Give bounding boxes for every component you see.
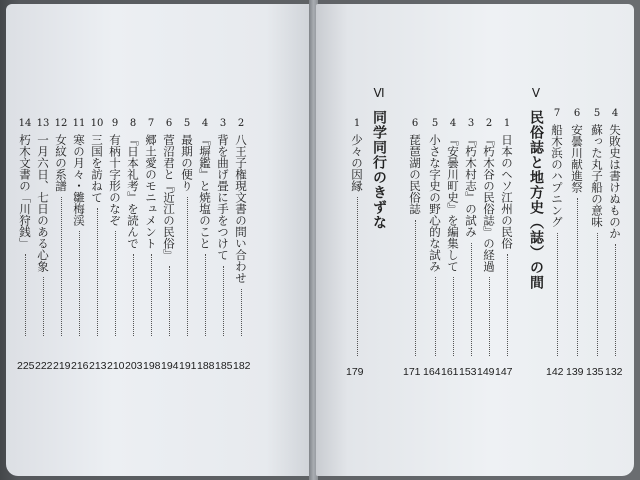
toc-entry-number: 14 — [18, 118, 32, 129]
section-heading-v — [526, 86, 546, 290]
toc-leader-dots — [115, 231, 116, 336]
page-number: 135 — [586, 366, 604, 378]
toc-entry — [569, 108, 585, 356]
toc-entry — [607, 108, 623, 356]
toc-entry-number: 1 — [353, 118, 361, 129]
toc-entry-number: 5 — [183, 118, 191, 129]
toc-entry — [233, 118, 249, 336]
page-number: 147 — [495, 366, 513, 378]
page-number: 142 — [546, 366, 564, 378]
page-number: 171 — [403, 366, 421, 378]
page-number: 161 — [441, 366, 459, 378]
toc-entry — [17, 118, 33, 336]
toc-entry-title: 『日本礼考』を読んで — [126, 134, 140, 249]
toc-leader-dots — [97, 208, 98, 336]
toc-entry-title: 『安曇川町史』を編集して — [446, 134, 460, 272]
toc-entry — [107, 118, 123, 336]
toc-entry-number: 2 — [485, 118, 493, 129]
page-number: 182 — [233, 360, 251, 372]
toc-entry — [215, 118, 231, 336]
toc-entry-number: 5 — [431, 118, 439, 129]
toc-entry-title: 寒の月々・雛梅渓 — [72, 134, 86, 226]
toc-leader-dots — [223, 266, 224, 337]
toc-leader-dots — [471, 243, 472, 357]
toc-entry-title: 郷土愛のモニュメント — [144, 134, 158, 249]
toc-entry-title: 菅沼君と『近江の民俗』 — [162, 134, 176, 261]
toc-leader-dots — [357, 197, 358, 357]
toc-entry-title: 『塀鑑』と焼塩のこと — [198, 134, 212, 249]
toc-entry-number: 3 — [467, 118, 475, 129]
toc-entry — [349, 118, 365, 356]
toc-entry-number: 1 — [503, 118, 511, 129]
toc-entry — [481, 118, 497, 356]
toc-leader-dots — [151, 254, 152, 336]
toc-leader-dots — [615, 244, 616, 356]
toc-leader-dots — [187, 197, 188, 337]
toc-leader-dots — [557, 233, 558, 357]
toc-leader-dots — [169, 266, 170, 337]
toc-entry-number: 11 — [72, 118, 86, 129]
page-number: 198 — [143, 360, 161, 372]
toc-entry-number: 8 — [129, 118, 137, 129]
toc-entry — [125, 118, 141, 336]
section-roman-numeral: Ⅴ — [531, 86, 541, 100]
toc-leader-dots — [25, 254, 26, 336]
toc-leader-dots — [205, 254, 206, 336]
toc-leader-dots — [489, 277, 490, 356]
toc-entry-title: 小さな字史の野心的な試み — [428, 134, 442, 272]
toc-entry-number: 3 — [219, 118, 227, 129]
toc-entry-title: 船木浜のハプニング — [550, 124, 564, 228]
toc-entry-title: 八王子権現文書の問い合わせ — [234, 134, 248, 284]
toc-entry-title: 一月六日、七日のある心象 — [36, 134, 50, 272]
page-number: 203 — [125, 360, 143, 372]
page-number: 132 — [605, 366, 623, 378]
section-title: 民俗誌と地方史（誌）の間 — [528, 110, 544, 290]
toc-leader-dots — [133, 254, 134, 336]
toc-entry-number: 6 — [411, 118, 419, 129]
toc-entry-number: 4 — [611, 108, 619, 119]
left-page — [6, 4, 312, 476]
toc-entry — [161, 118, 177, 336]
section-roman-numeral: Ⅵ — [373, 86, 385, 100]
toc-entry — [499, 118, 515, 356]
section-title: 同学同行のきずな — [371, 110, 387, 230]
toc-entry-title: 三国を訪ねて — [90, 134, 104, 203]
toc-entry-number: 6 — [573, 108, 581, 119]
toc-entry — [197, 118, 213, 336]
page-number: 222 — [35, 360, 53, 372]
page-number: 139 — [566, 366, 584, 378]
toc-entry — [89, 118, 105, 336]
toc-entry-number: 9 — [111, 118, 119, 129]
toc-entry-title: 日本のヘソ江州の民俗 — [500, 134, 514, 249]
page-number: 191 — [179, 360, 197, 372]
toc-entry-title: 背を曲げ畳に手をつけて — [216, 134, 230, 261]
page-number: 194 — [161, 360, 179, 372]
page-number: 149 — [477, 366, 495, 378]
toc-leader-dots — [597, 233, 598, 357]
section-heading-vi — [369, 86, 389, 230]
toc-leader-dots — [577, 198, 578, 356]
page-number: 153 — [459, 366, 477, 378]
toc-leader-dots — [507, 254, 508, 356]
toc-entry-title: 最期の便り — [180, 134, 194, 192]
toc-entry — [589, 108, 605, 356]
toc-entry-number: 12 — [54, 118, 68, 129]
toc-leader-dots — [241, 289, 242, 337]
toc-entry-number: 2 — [237, 118, 245, 129]
toc-entry-number: 7 — [147, 118, 155, 129]
page-number: 179 — [346, 366, 364, 378]
toc-entry-title: 安曇川献進祭 — [570, 124, 584, 193]
toc-entry — [71, 118, 87, 336]
toc-entry-number: 4 — [449, 118, 457, 129]
toc-entry — [407, 118, 423, 356]
toc-entry — [35, 118, 51, 336]
toc-leader-dots — [415, 220, 416, 357]
toc-entry — [143, 118, 159, 336]
toc-entry-title: 琵琶湖の民俗誌 — [408, 134, 422, 215]
page-number: 164 — [423, 366, 441, 378]
toc-leader-dots — [435, 277, 436, 356]
toc-entry — [427, 118, 443, 356]
toc-entry-number: 4 — [201, 118, 209, 129]
page-number: 210 — [107, 360, 125, 372]
toc-leader-dots — [43, 277, 44, 336]
toc-entry — [53, 118, 69, 336]
toc-entry-title: 少々の因縁 — [350, 134, 364, 192]
toc-entry-number: 5 — [593, 108, 601, 119]
toc-entry-number: 6 — [165, 118, 173, 129]
page-number: 219 — [53, 360, 71, 372]
toc-entry-title: 朽木文書の「川狩銭」 — [18, 134, 32, 249]
page-number: 188 — [197, 360, 215, 372]
toc-entry — [549, 108, 565, 356]
page-number: 213 — [89, 360, 107, 372]
page-number: 185 — [215, 360, 233, 372]
toc-entry-number: 7 — [553, 108, 561, 119]
toc-entry-title: 失敗史は書けぬものか — [608, 124, 622, 239]
toc-entry-number: 13 — [36, 118, 50, 129]
toc-entry-title: 女紋の系譜 — [54, 134, 68, 192]
toc-entry-title: 『朽木谷の民俗誌』の経過 — [482, 134, 496, 272]
toc-leader-dots — [61, 197, 62, 337]
toc-entry-title: 『朽木村志』の試み — [464, 134, 478, 238]
toc-entry — [463, 118, 479, 356]
page-number: 216 — [71, 360, 89, 372]
toc-leader-dots — [79, 231, 80, 336]
toc-entry — [179, 118, 195, 336]
toc-entry-title: 蘇った丸子船の意味 — [590, 124, 604, 228]
toc-entry — [445, 118, 461, 356]
page-number: 225 — [17, 360, 35, 372]
toc-entry-title: 有柄十字形のなぞ — [108, 134, 122, 226]
toc-entry-number: 10 — [90, 118, 104, 129]
toc-leader-dots — [453, 277, 454, 356]
